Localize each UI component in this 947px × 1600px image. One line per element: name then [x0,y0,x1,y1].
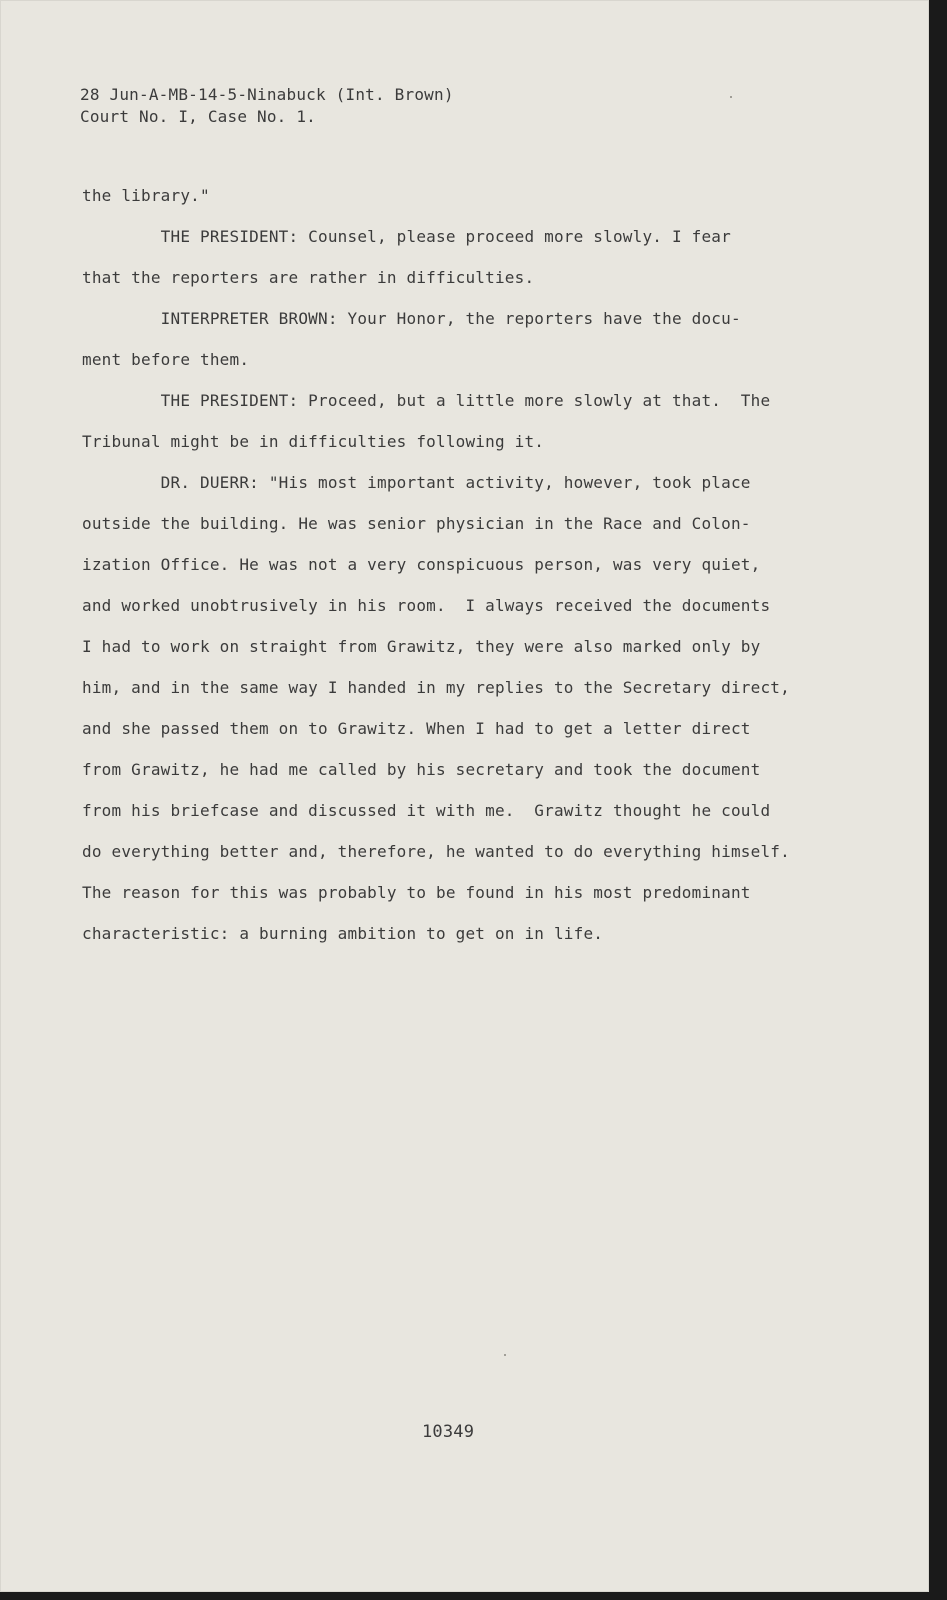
body-line: ment before them. [82,350,250,369]
scan-border-bottom [0,1592,947,1600]
header-line-1: 28 Jun-A-MB-14-5-Ninabuck (Int. Brown) [80,85,454,104]
body-line: THE PRESIDENT: Proceed, but a little more slowly at that. The [82,391,771,410]
body-line: ization Office. He was not a very conspicuous person, was very quiet, [82,555,761,574]
document-header [80,84,454,128]
page-number: 10349 [422,1422,475,1442]
header-line-2: Court No. I, Case No. 1. [80,107,316,126]
body-line: the library." [82,186,210,205]
body-line: from Grawitz, he had me called by his secretary and took the document [82,760,761,779]
scan-border-right [929,0,947,1600]
body-line: from his briefcase and discussed it with me. Grawitz thought he could [82,801,771,820]
paper-speck [504,1354,506,1356]
body-line: do everything better and, therefore, he wanted to do everything himself. [82,842,790,861]
body-line: Tribunal might be in difficulties following it. [82,432,545,451]
body-line: DR. DUERR: "His most important activity, however, took place [82,473,751,492]
body-line: characteristic: a burning ambition to get on in life. [82,924,604,943]
body-line: I had to work on straight from Grawitz, they were also marked only by [82,637,761,656]
paper-speck [730,96,732,98]
body-line: outside the building. He was senior physician in the Race and Colon- [82,514,751,533]
body-line: him, and in the same way I handed in my replies to the Secretary direct, [82,678,790,697]
body-line: INTERPRETER BROWN: Your Honor, the reporters have the docu- [82,309,741,328]
transcript-body [82,184,822,963]
body-line: and worked unobtrusively in his room. I always received the documents [82,596,771,615]
body-line: that the reporters are rather in difficulties. [82,268,535,287]
body-line: THE PRESIDENT: Counsel, please proceed more slowly. I fear [82,227,731,246]
body-line: and she passed them on to Grawitz. When I had to get a letter direct [82,719,751,738]
body-line: The reason for this was probably to be found in his most predominant [82,883,751,902]
